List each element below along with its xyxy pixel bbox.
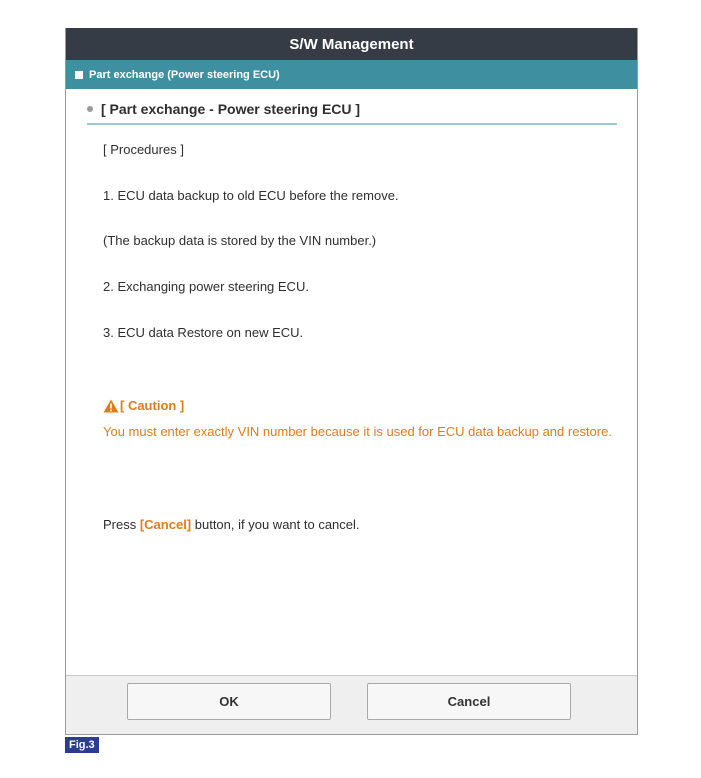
cancel-button[interactable]: Cancel (367, 683, 571, 720)
caution-text: You must enter exactly VIN number because it is used for ECU data backup and restore. (103, 424, 612, 439)
step-3: 3. ECU data Restore on new ECU. (103, 325, 304, 340)
dialog-footer (66, 675, 637, 734)
ok-button[interactable]: OK (127, 683, 331, 720)
step-2: 2. Exchanging power steering ECU. (103, 279, 309, 294)
dot-bullet-icon (87, 106, 93, 112)
step-1: 1. ECU data backup to old ECU before the remove. (103, 188, 399, 203)
step-1-note: (The backup data is stored by the VIN number.) (103, 233, 377, 248)
square-bullet-icon (75, 71, 83, 79)
heading-divider (87, 123, 617, 125)
dialog-title: S/W Management (289, 35, 414, 53)
cancel-instruction-suffix: button, if you want to cancel. (191, 517, 360, 532)
section-heading (87, 101, 360, 117)
figure-label: Fig.3 (65, 737, 99, 753)
procedures-label: [ Procedures ] (103, 142, 184, 157)
cancel-instruction-prefix: Press (103, 517, 140, 532)
cancel-instruction-highlight: [Cancel] (139, 517, 192, 532)
dialog-subtitle: Part exchange (Power steering ECU) (89, 68, 280, 81)
section-heading-text: [ Part exchange - Power steering ECU ] (101, 101, 361, 117)
caution-title (103, 398, 184, 413)
sw-management-dialog (65, 28, 638, 735)
cancel-instruction (103, 517, 360, 532)
caution-title-text: [ Caution ] (120, 398, 185, 413)
dialog-subtitle-bar (66, 60, 637, 89)
warning-triangle-icon (103, 399, 119, 413)
dialog-title-bar (66, 28, 637, 60)
